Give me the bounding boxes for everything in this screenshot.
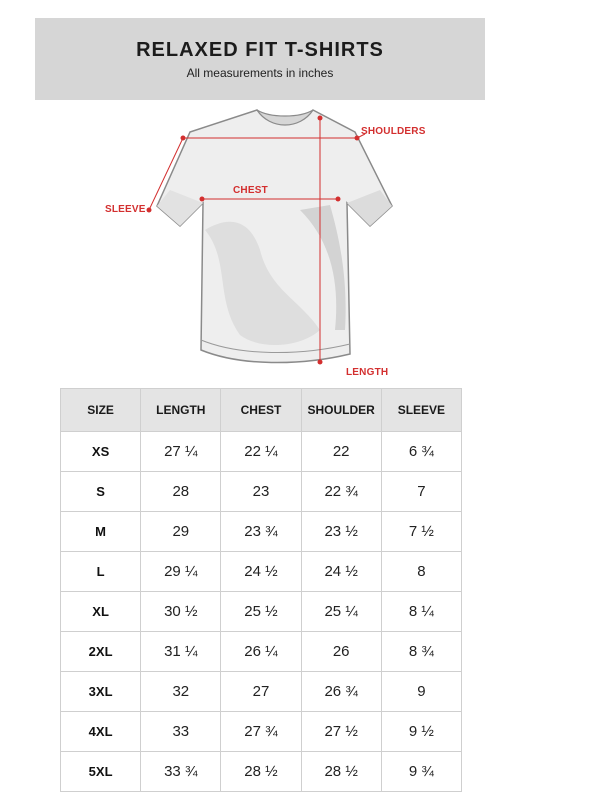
table-row bbox=[61, 472, 462, 512]
column-header: SHOULDER bbox=[301, 389, 381, 432]
size-chart-table bbox=[60, 388, 462, 792]
table-row bbox=[61, 712, 462, 752]
page-header bbox=[35, 18, 485, 100]
size-cell: L bbox=[61, 552, 141, 592]
measurement-cell: 23 ½ bbox=[301, 512, 381, 552]
measurement-cell: 7 ½ bbox=[381, 512, 461, 552]
measurement-cell: 29 ¼ bbox=[141, 552, 221, 592]
table-row bbox=[61, 672, 462, 712]
length-label: LENGTH bbox=[346, 367, 389, 378]
sleeve-label: SLEEVE bbox=[105, 204, 146, 215]
size-cell: XS bbox=[61, 432, 141, 472]
measurement-cell: 8 ¼ bbox=[381, 592, 461, 632]
measurement-cell: 25 ¼ bbox=[301, 592, 381, 632]
measurement-cell: 9 bbox=[381, 672, 461, 712]
measurement-cell: 27 ½ bbox=[301, 712, 381, 752]
page-title: RELAXED FIT T-SHIRTS bbox=[136, 39, 384, 61]
measurement-cell: 30 ½ bbox=[141, 592, 221, 632]
measurement-cell: 6 ¾ bbox=[381, 432, 461, 472]
measurement-cell: 26 ¼ bbox=[221, 632, 301, 672]
measurement-cell: 9 ¾ bbox=[381, 752, 461, 792]
column-header: LENGTH bbox=[141, 389, 221, 432]
page-subtitle: All measurements in inches bbox=[186, 66, 334, 80]
table-row bbox=[61, 752, 462, 792]
measurement-cell: 7 bbox=[381, 472, 461, 512]
measurement-cell: 27 ¼ bbox=[141, 432, 221, 472]
measurement-cell: 27 ¾ bbox=[221, 712, 301, 752]
measurement-cell: 23 bbox=[221, 472, 301, 512]
measurement-cell: 31 ¼ bbox=[141, 632, 221, 672]
size-cell: 4XL bbox=[61, 712, 141, 752]
measurement-cell: 32 bbox=[141, 672, 221, 712]
measurement-cell: 22 ¼ bbox=[221, 432, 301, 472]
measurement-cell: 25 ½ bbox=[221, 592, 301, 632]
size-cell: 2XL bbox=[61, 632, 141, 672]
size-cell: 3XL bbox=[61, 672, 141, 712]
table-row bbox=[61, 432, 462, 472]
table-row bbox=[61, 512, 462, 552]
measurement-cell: 22 ¾ bbox=[301, 472, 381, 512]
table-row bbox=[61, 592, 462, 632]
size-cell: 5XL bbox=[61, 752, 141, 792]
t-shirt-icon bbox=[0, 100, 600, 385]
measurement-cell: 29 bbox=[141, 512, 221, 552]
column-header: SIZE bbox=[61, 389, 141, 432]
measurement-cell: 22 bbox=[301, 432, 381, 472]
measurement-cell: 33 bbox=[141, 712, 221, 752]
column-header: CHEST bbox=[221, 389, 301, 432]
measurement-cell: 28 ½ bbox=[301, 752, 381, 792]
table-body bbox=[61, 432, 462, 792]
measurement-cell: 8 ¾ bbox=[381, 632, 461, 672]
measurement-cell: 8 bbox=[381, 552, 461, 592]
table-header-row bbox=[61, 389, 462, 432]
size-cell: XL bbox=[61, 592, 141, 632]
measurement-cell: 9 ½ bbox=[381, 712, 461, 752]
measurement-cell: 24 ½ bbox=[301, 552, 381, 592]
measurement-cell: 26 ¾ bbox=[301, 672, 381, 712]
measurement-cell: 28 ½ bbox=[221, 752, 301, 792]
table-row bbox=[61, 552, 462, 592]
measurement-cell: 28 bbox=[141, 472, 221, 512]
measurement-cell: 23 ¾ bbox=[221, 512, 301, 552]
chest-label: CHEST bbox=[233, 185, 268, 196]
size-cell: S bbox=[61, 472, 141, 512]
size-cell: M bbox=[61, 512, 141, 552]
measurement-cell: 33 ¾ bbox=[141, 752, 221, 792]
measurement-cell: 27 bbox=[221, 672, 301, 712]
measurement-diagram bbox=[0, 100, 600, 385]
column-header: SLEEVE bbox=[381, 389, 461, 432]
measurement-cell: 26 bbox=[301, 632, 381, 672]
table-row bbox=[61, 632, 462, 672]
shoulders-label: SHOULDERS bbox=[361, 126, 426, 137]
measurement-cell: 24 ½ bbox=[221, 552, 301, 592]
